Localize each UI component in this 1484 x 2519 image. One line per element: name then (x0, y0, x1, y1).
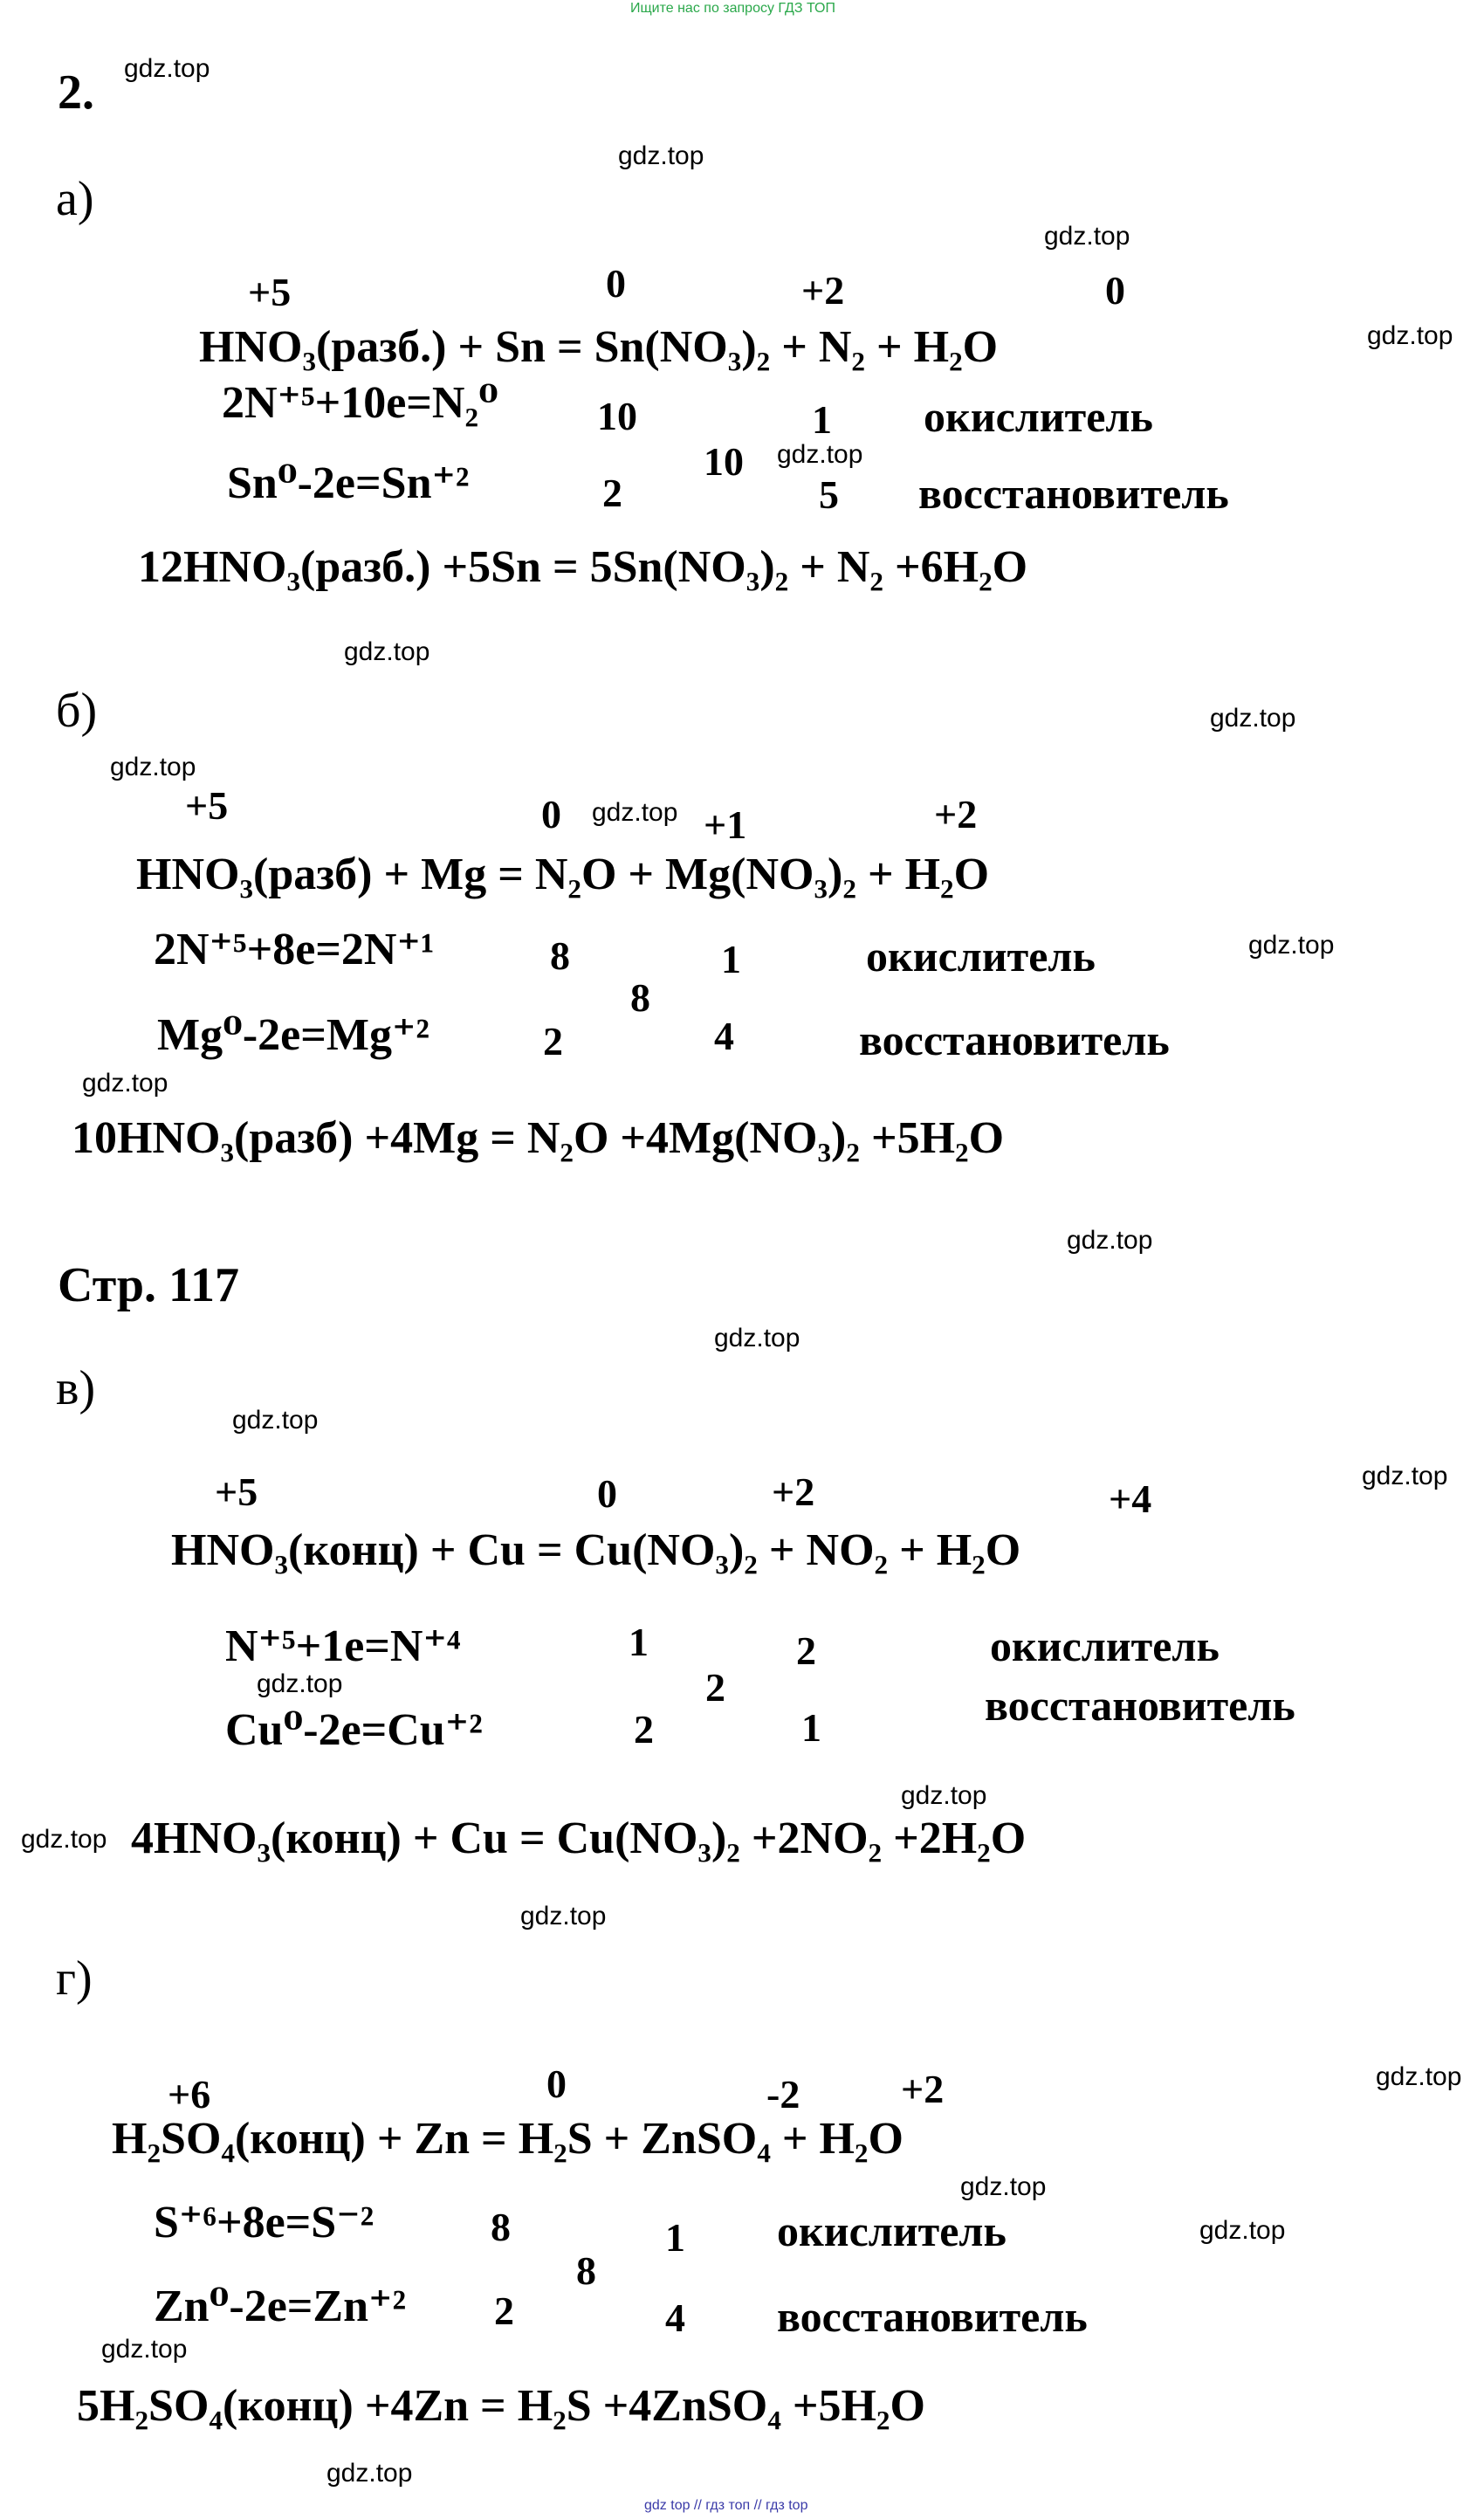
part-g-coef-2: 4 (665, 2295, 685, 2340)
watermark: gdz.top (1067, 1226, 1153, 1255)
part-b-coef-1: 1 (721, 937, 741, 981)
watermark: gdz.top (110, 753, 196, 781)
part-g-lcm: 8 (576, 2248, 596, 2293)
part-b-ox-2: 0 (541, 792, 561, 836)
part-g-equation: H₂SO₄(конц) + Zn = H₂S + ZnSO₄ + H₂O (112, 2114, 903, 2164)
part-v-lcm: 2 (705, 1665, 725, 1710)
part-b-label: б) (56, 684, 98, 738)
watermark: gdz.top (1044, 222, 1130, 251)
watermark: gdz.top (1210, 704, 1296, 733)
part-a-electrons-1: 10 (597, 394, 637, 438)
part-v-half-reaction-1: N⁺⁵+1e=N⁺⁴ (225, 1621, 461, 1671)
part-v-coef-2: 1 (801, 1705, 821, 1750)
part-g-role-2: восстановитель (777, 2292, 1088, 2341)
watermark: gdz.top (901, 1781, 987, 1810)
part-g-ox-3: -2 (766, 2072, 800, 2116)
part-a-role-1: окислитель (924, 392, 1153, 441)
part-b-electrons-2: 2 (543, 1019, 563, 1063)
watermark: gdz.top (1199, 2216, 1286, 2245)
part-b-half-reaction-2: Mg⁰-2e=Mg⁺² (157, 1010, 429, 1060)
part-a-coef-2: 5 (819, 472, 839, 517)
part-b-half-reaction-1: 2N⁺⁵+8e=2N⁺¹ (154, 925, 435, 974)
watermark: gdz.top (618, 141, 704, 170)
part-g-role-1: окислитель (777, 2206, 1007, 2255)
part-g-half-reaction-1: S⁺⁶+8e=S⁻² (154, 2198, 374, 2247)
watermark: gdz.top (592, 798, 678, 827)
part-a-ox-3: +2 (801, 268, 845, 313)
part-a-half-reaction-1: 2N⁺⁵+10e=N₂⁰ (222, 378, 498, 428)
part-v-half-reaction-2: Cu⁰-2e=Cu⁺² (225, 1705, 483, 1755)
part-b-ox-3: +1 (704, 802, 747, 847)
watermark: gdz.top (326, 2459, 413, 2488)
part-b-coef-2: 4 (714, 1014, 734, 1058)
watermark: gdz.top (1362, 1462, 1448, 1490)
watermark: gdz.top (520, 1902, 607, 1931)
part-v-electrons-1: 1 (629, 1620, 649, 1664)
watermark: gdz.top (101, 2335, 188, 2364)
part-b-balanced-equation: 10HNO₃(разб) +4Mg = N₂O +4Mg(NO₃)₂ +5H₂O (72, 1113, 1005, 1163)
watermark: gdz.top (1248, 931, 1335, 960)
watermark: gdz.top (960, 2172, 1047, 2201)
part-b-electrons-1: 8 (550, 933, 570, 978)
part-v-electrons-2: 2 (634, 1707, 654, 1752)
part-b-lcm: 8 (630, 975, 650, 1020)
part-v-ox-1: +5 (215, 1469, 258, 1514)
watermark: gdz.top (344, 637, 430, 666)
part-g-balanced-equation: 5H₂SO₄(конц) +4Zn = H₂S +4ZnSO₄ +5H₂O (77, 2381, 925, 2431)
part-g-electrons-2: 2 (494, 2288, 514, 2333)
part-g-coef-1: 1 (665, 2215, 685, 2260)
page-heading: Стр. 117 (58, 1258, 239, 1312)
part-g-electrons-1: 8 (491, 2205, 511, 2249)
part-a-balanced-equation: 12HNO₃(разб.) +5Sn = 5Sn(NO₃)₂ + N₂ +6H₂O (138, 542, 1028, 592)
top-banner: Ищите нас по запросу ГДЗ ТОП (630, 1, 835, 16)
watermark: gdz.top (714, 1324, 800, 1352)
part-a-ox-2: 0 (606, 261, 626, 306)
watermark: gdz.top (1367, 321, 1453, 350)
part-g-ox-4: +2 (901, 2067, 945, 2111)
watermark: gdz.top (257, 1669, 343, 1698)
part-g-ox-2: 0 (546, 2061, 567, 2106)
part-v-coef-1: 2 (796, 1628, 816, 1673)
watermark: gdz.top (777, 440, 863, 469)
part-a-ox-4: 0 (1105, 268, 1125, 313)
part-b-role-2: восстановитель (859, 1015, 1170, 1064)
part-v-ox-2: 0 (597, 1471, 617, 1516)
part-a-label: а) (56, 172, 94, 226)
part-b-ox-1: +5 (185, 783, 229, 828)
watermark: gdz.top (1376, 2062, 1462, 2091)
part-a-equation: HNO₃(разб.) + Sn = Sn(NO₃)₂ + N₂ + H₂O (199, 322, 999, 372)
part-a-role-2: восстановитель (918, 469, 1229, 518)
watermark: gdz.top (124, 54, 210, 83)
part-v-equation: HNO₃(конц) + Cu = Cu(NO₃)₂ + NO₂ + H₂O (171, 1525, 1021, 1575)
part-b-equation: HNO₃(разб) + Mg = N₂O + Mg(NO₃)₂ + H₂O (136, 850, 990, 899)
part-a-coef-1: 1 (812, 397, 832, 442)
part-a-lcm: 10 (704, 439, 744, 484)
part-g-ox-1: +6 (168, 2072, 211, 2116)
task-number: 2. (58, 65, 94, 120)
watermark: gdz.top (82, 1069, 168, 1098)
part-v-ox-3: +2 (772, 1469, 815, 1514)
part-a-half-reaction-2: Sn⁰-2e=Sn⁺² (227, 458, 470, 508)
part-v-role-1: окислитель (990, 1621, 1219, 1670)
part-a-ox-1: +5 (248, 270, 292, 314)
part-b-ox-4: +2 (934, 792, 978, 836)
part-v-label: в) (56, 1361, 96, 1415)
part-g-half-reaction-2: Zn⁰-2e=Zn⁺² (154, 2282, 407, 2331)
part-v-ox-4: +4 (1109, 1476, 1152, 1521)
part-b-role-1: окислитель (866, 932, 1096, 981)
part-v-role-2: восстановитель (985, 1681, 1295, 1730)
part-v-balanced-equation: 4HNO₃(конц) + Cu = Cu(NO₃)₂ +2NO₂ +2H₂O (131, 1814, 1027, 1863)
part-g-label: г) (56, 1951, 93, 2006)
watermark: gdz.top (232, 1406, 319, 1435)
watermark: gdz.top (21, 1825, 107, 1854)
bottom-banner: gdz top // гдз топ // гдз top (644, 2498, 808, 2513)
part-a-electrons-2: 2 (602, 471, 622, 515)
